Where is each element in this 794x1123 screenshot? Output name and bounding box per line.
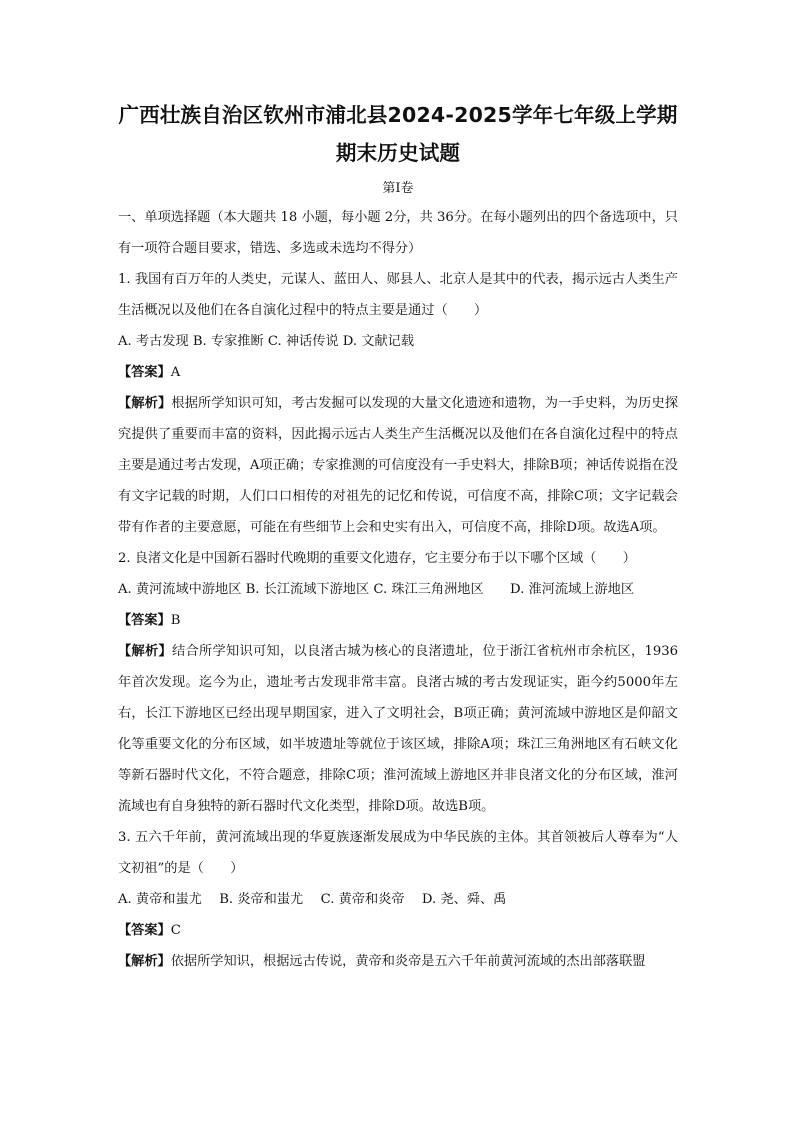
question-options: A. 考古发现 B. 专家推断 C. 神话传说 D. 文献记载 — [118, 334, 415, 349]
section-header: 一、单项选择题（本大题共 18 小题，每小题 2分，共 36分。在每小题列出的四个备选项中，只有一项符合题目要求，错选、多选或未选均不得分） — [118, 210, 678, 256]
answer-value: C — [170, 923, 181, 938]
answer-line — [118, 605, 678, 636]
answer-tag: 【答案】 — [118, 613, 171, 628]
question-options: A. 黄河流域中游地区 B. 长江流域下游地区 C. 珠江三角洲地区 D. 淮河流域上游地区 — [118, 582, 635, 597]
answer-value: B — [170, 613, 181, 628]
analysis-text: 结合所学知识可知，以良渚古城为核心的良渚遗址，位于浙江省杭州市余杭区，1936年首次发现。迄今为止，遗址考古发现非常丰富。良渚古城的考古发现证实，距今约5000年左右，长江下游地区已经出现早期国家，进入了文明社会，B项正确；黄河流域中游地区是仰韶文化等重要文化的分布区域，如半坡遗址等就位于该区域，排除A项；珠江三角洲地区有石峡文化等新石器时代文化，不符合题意，排除C项；淮河流域上游地区并非良渚文化的分布区域，淮河流域也有自身独特的新石器时代文化类型，排除D项。故选B项。 — [118, 644, 679, 814]
question-3 — [118, 822, 678, 977]
analysis-tag: 【解析】 — [118, 644, 172, 659]
answer-value: A — [170, 365, 181, 380]
analysis-paragraph — [118, 388, 678, 543]
answer-line — [118, 357, 678, 388]
analysis-text: 依据所学知识，根据远古传说，黄帝和炎帝是五六千年前黄河流域的杰出部落联盟 — [170, 954, 646, 969]
answer-tag: 【答案】 — [118, 923, 171, 938]
exam-page — [118, 96, 678, 977]
question-1 — [118, 264, 678, 543]
question-stem: 2. 良渚文化是中国新石器时代晚期的重要文化遗存，它主要分布于以下哪个区域（ ） — [118, 551, 636, 566]
question-options: A. 黄帝和蚩尤 B. 炎帝和蚩尤 C. 黄帝和炎帝 D. 尧、舜、禹 — [118, 892, 507, 907]
answer-line — [118, 915, 678, 946]
analysis-tag: 【解析】 — [118, 396, 172, 411]
question-stem: 1. 我国有百万年的人类史，元谋人、蓝田人、郧县人、北京人是其中的代表，揭示远古人类生产生活概况以及他们在各自演化过程中的特点主要是通过（ ） — [118, 272, 678, 318]
question-2 — [118, 543, 678, 822]
exam-title-line1: 广西壮族自治区钦州市浦北县2024-2025学年七年级上学期 — [118, 103, 678, 127]
analysis-tag: 【解析】 — [118, 954, 171, 969]
analysis-text: 根据所学知识可知，考古发掘可以发现的大量文化遗迹和遗物，为一手史料，为历史探究提供了重要而丰富的资料，因此揭示远古人类生产生活概况以及他们在各自演化过程中的特点主要是通过考古发现，A项正确；专家推测的可信度没有一手史料大，排除B项；神话传说指在没有文字记载的时期，人们口口相传的对祖先的记忆和传说，可信度不高，排除C项；文字记载会带有作者的主要意愿，可能在有些细节上会和史实有出入，可信度不高，排除D项。故选A项。 — [118, 396, 679, 535]
exam-title-line2: 期末历史试题 — [335, 141, 461, 165]
question-stem: 3. 五六千年前，黄河流域出现的华夏族逐渐发展成为中华民族的主体。其首领被后人尊奉为“人文初祖”的是（ ） — [118, 830, 678, 876]
answer-tag: 【答案】 — [118, 365, 171, 380]
analysis-paragraph — [118, 946, 678, 977]
volume-label: 第Ⅰ卷 — [382, 181, 414, 196]
analysis-paragraph — [118, 636, 678, 822]
